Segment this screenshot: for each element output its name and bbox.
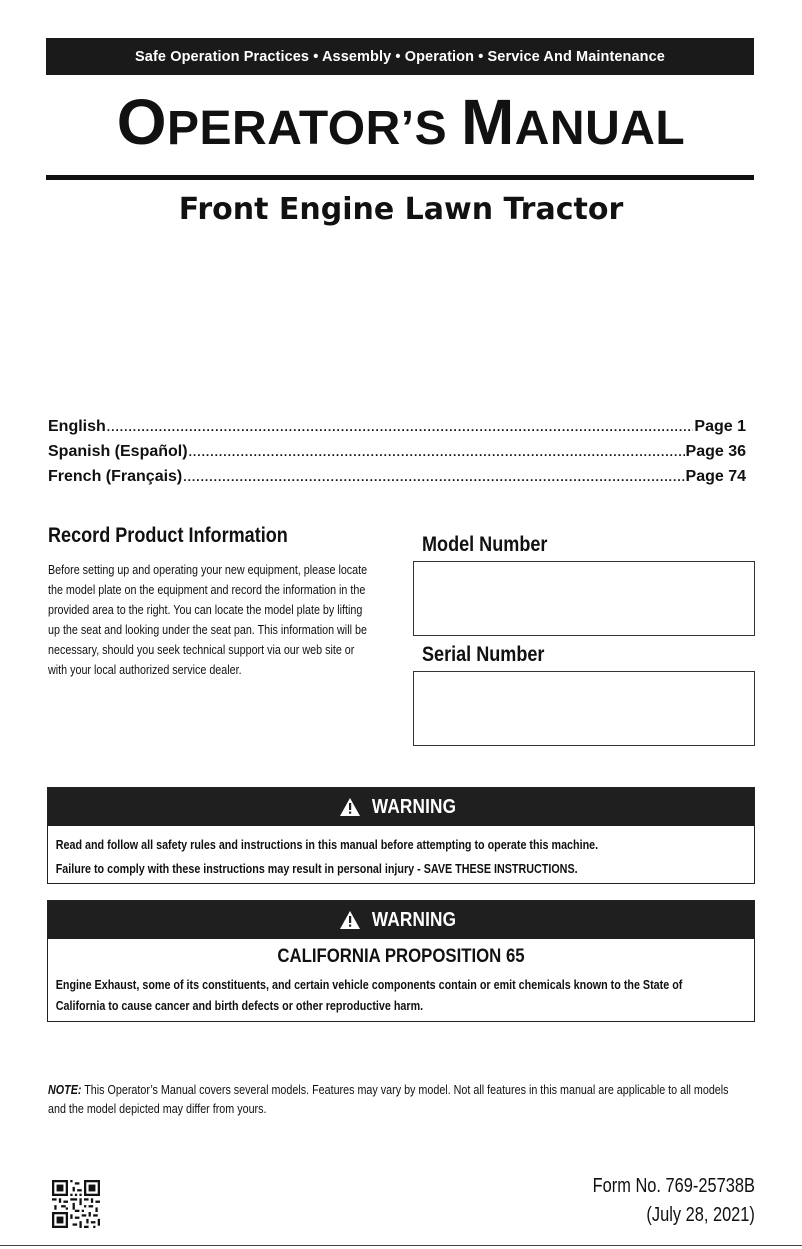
title-apos-s: ’S: [400, 102, 461, 155]
toc-row-english[interactable]: [48, 418, 746, 443]
note-text: This Operator’s Manual covers several models. Features may vary by model. Not all features in this manual are applicable to all models and the model depicted may differ from yours.: [48, 1083, 729, 1116]
toc-row-spanish[interactable]: [48, 443, 746, 468]
page-title: [0, 82, 802, 169]
banner-text: Safe Operation Practices • Assembly • Operation • Service And Maintenance: [135, 48, 665, 65]
record-instructions: Before setting up and operating your new equipment, please locate the model plate on the equipment and record the information in the provided area to the right. You can locate the model plate by lifting up the seat and looking under the seat pan. This information will be necessary, should you seek technical support via our web site or with your local authorized service dealer.: [48, 563, 368, 677]
toc-leader: [189, 445, 685, 459]
warning-header: [48, 788, 754, 826]
title-letter-o: O: [116, 86, 168, 158]
prop65-warning-box: [47, 900, 755, 1022]
prop65-line-2: California to cause cancer and birth defects or other reproductive harm.: [55, 999, 424, 1013]
title-anual: ANUAL: [514, 102, 686, 155]
qr-code-icon[interactable]: [52, 1180, 100, 1228]
prop65-title: CALIFORNIA PROPOSITION 65: [277, 945, 525, 967]
top-banner: [46, 38, 754, 75]
toc-language: Spanish (Español): [48, 443, 188, 460]
title-perator: PERATOR: [167, 102, 401, 155]
model-number-label: Model Number: [422, 533, 548, 556]
toc-row-french[interactable]: [48, 468, 746, 493]
toc-language: French (Français): [48, 468, 183, 485]
title-divider: [46, 175, 754, 180]
models-note: [48, 1081, 745, 1119]
subtitle: Front Engine Lawn Tractor: [178, 192, 624, 227]
warning-triangle-icon: [339, 797, 361, 817]
serial-number-label: Serial Number: [422, 643, 545, 666]
model-number-field[interactable]: [413, 561, 755, 636]
toc-leader: [107, 420, 694, 434]
toc-page: Page 1: [694, 418, 746, 435]
warning-label: WARNING: [371, 908, 457, 931]
toc-language: English: [48, 418, 106, 435]
warning-header: [48, 901, 754, 939]
warning-triangle-icon: [339, 910, 361, 930]
record-heading: Record Product Information: [48, 524, 288, 547]
bottom-border: [0, 1245, 802, 1246]
warning-line-2: Failure to comply with these instructions may result in personal injury - SAVE THESE INSTRUCTIONS.: [55, 862, 578, 876]
prop65-line-1: Engine Exhaust, some of its constituents, and certain vehicle components contain or emit chemicals known to the State of: [55, 978, 683, 992]
form-number-block: [593, 1172, 755, 1230]
serial-number-field[interactable]: [413, 671, 755, 746]
warning-label: WARNING: [371, 795, 457, 818]
title-letter-m: M: [460, 86, 515, 158]
language-index: [48, 418, 746, 493]
note-prefix: NOTE:: [48, 1083, 82, 1097]
toc-page: Page 74: [685, 468, 746, 485]
safety-warning-box: [47, 787, 755, 884]
form-date: (July 28, 2021): [646, 1204, 755, 1226]
form-number: Form No. 769-25738B: [592, 1175, 755, 1197]
warning-line-1: Read and follow all safety rules and instructions in this manual before attempting to operate this machine.: [55, 838, 599, 852]
toc-page: Page 36: [685, 443, 746, 460]
toc-leader: [183, 470, 684, 484]
